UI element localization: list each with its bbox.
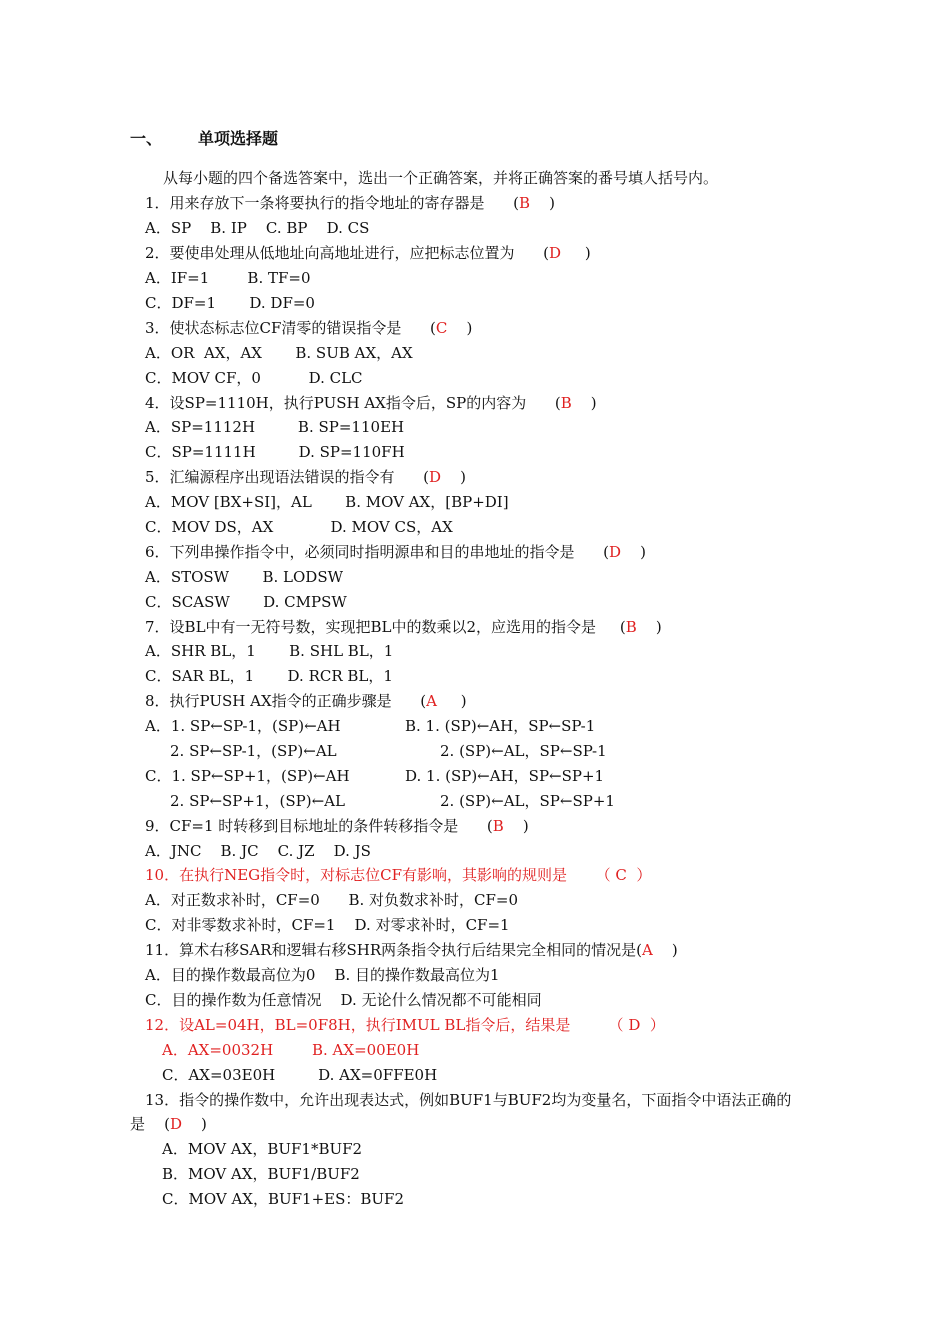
q8-option-b-step1: B. 1. (SP)←AH，SP←SP-1 <box>405 717 596 735</box>
question-stem: 10．在执行NEG指令时，对标志位CF有影响，其影响的规则是 <box>145 866 568 884</box>
q5-options-cd: C．MOV DS，AX D. MOV CS，AX <box>145 518 453 536</box>
q8-option-d-step1: D. 1. (SP)←AH，SP←SP+1 <box>405 767 605 785</box>
question-2: 2．要使串处理从低地址向高地址进行，应把标志位置为 (D ) <box>145 244 591 262</box>
answer: A <box>426 692 437 710</box>
q12-option-a: A．AX=0032H <box>162 1041 274 1059</box>
question-stem: 6．下列串操作指令中，必须同时指明源串和目的串地址的指令是 <box>145 543 575 561</box>
q13-option-c: C．MOV AX，BUF1+ES：BUF2 <box>162 1190 405 1208</box>
question-stem: 7．设BL中有一无符号数，实现把BL中的数乘以2，应选用的指令是 <box>145 618 597 636</box>
q8-option-a-step1: A．1. SP←SP-1，(SP)←AH <box>145 717 341 735</box>
question-stem: 3．使状态标志位CF清零的错误指令是 <box>145 319 402 337</box>
q8-option-a-step2: 2. SP←SP-1，(SP)←AL <box>170 742 337 760</box>
section-heading <box>130 126 278 149</box>
q4-options-ab: A．SP=1112H B. SP=110EH <box>145 418 405 436</box>
q7-options-ab: A．SHR BL，1 B. SHL BL，1 <box>145 642 394 660</box>
q8-option-d-step2: 2. (SP)←AL，SP←SP+1 <box>440 792 615 810</box>
q2-options-ab: A．IF=1 B. TF=0 <box>145 269 311 287</box>
answer: B <box>492 817 504 835</box>
question-stem: 4．设SP=1110H，执行PUSH AX指令后，SP的内容为 <box>145 394 527 412</box>
question-5: 5．汇编源程序出现语法错误的指令有 (D ) <box>145 468 466 486</box>
question-1: 1．用来存放下一条将要执行的指令地址的寄存器是 (B ) <box>145 194 555 212</box>
q6-options-ab: A．STOSW B. LODSW <box>145 568 344 586</box>
q4-options-cd: C．SP=1111H D. SP=110FH <box>145 443 405 461</box>
question-13: 13．指令的操作数中，允许出现表达式，例如BUF1与BUF2均为变量名，下面指令中语法正确的 <box>145 1091 792 1109</box>
q3-options-ab: A．OR AX，AX B. SUB AX，AX <box>145 344 413 362</box>
question-10 <box>145 865 651 885</box>
answer: B <box>519 194 531 212</box>
q12-options-cd: C．AX=03E0H D. AX=0FFE0H <box>162 1066 438 1084</box>
q1-options: A．SP B. IP C. BP D. CS <box>145 219 370 237</box>
q13-option-a: A．MOV AX，BUF1*BUF2 <box>162 1140 363 1158</box>
q3-options-cd: C．MOV CF，0 D. CLC <box>145 369 363 387</box>
question-7: 7．设BL中有一无符号数，实现把BL中的数乘以2，应选用的指令是 (B ) <box>145 618 662 636</box>
q13-option-b: B．MOV AX，BUF1/BUF2 <box>162 1165 360 1183</box>
answer: （ D ） <box>608 1016 665 1034</box>
question-13-continued: 是 (D ) <box>130 1115 207 1133</box>
answer: D <box>429 468 442 486</box>
q9-options: A．JNC B. JC C. JZ D. JS <box>145 842 371 860</box>
section-title: 单项选择题 <box>198 129 279 148</box>
q6-options-cd: C．SCASW D. CMPSW <box>145 593 347 611</box>
question-stem: 12．设AL=04H，BL=0F8H，执行IMUL BL指令后，结果是 <box>145 1016 571 1034</box>
question-6: 6．下列串操作指令中，必须同时指明源串和目的串地址的指令是 (D ) <box>145 543 646 561</box>
q7-options-cd: C．SAR BL，1 D. RCR BL，1 <box>145 667 393 685</box>
q8-option-c-step2: 2. SP←SP+1，(SP)←AL <box>170 792 345 810</box>
question-stem: 5．汇编源程序出现语法错误的指令有 <box>145 468 395 486</box>
question-stem: 11．算术右移SAR和逻辑右移SHR两条指令执行后结果完全相同的情况是( <box>145 941 642 959</box>
question-stem: 8．执行PUSH AX指令的正确步骤是 <box>145 692 392 710</box>
q10-options-ab: A．对正数求补时，CF=0 B. 对负数求补时，CF=0 <box>145 891 518 909</box>
q11-options-cd: C．目的操作数为任意情况 D. 无论什么情况都不可能相同 <box>145 991 542 1009</box>
question-stem: 9．CF=1 时转移到目标地址的条件转移指令是 <box>145 817 459 835</box>
question-9: 9．CF=1 时转移到目标地址的条件转移指令是 (B ) <box>145 817 529 835</box>
q8-option-c-step1: C．1. SP←SP+1，(SP)←AH <box>145 767 350 785</box>
q11-options-ab: A．目的操作数最高位为0 B. 目的操作数最高位为1 <box>145 966 500 984</box>
question-stem: 1．用来存放下一条将要执行的指令地址的寄存器是 <box>145 194 485 212</box>
section-number: 一、 <box>130 129 163 148</box>
answer: B <box>625 618 637 636</box>
question-4: 4．设SP=1110H，执行PUSH AX指令后，SP的内容为 (B ) <box>145 394 597 412</box>
question-stem-cont: 是 <box>130 1115 146 1133</box>
q10-options-cd: C．对非零数求补时，CF=1 D. 对零求补时，CF=1 <box>145 916 510 934</box>
answer: D <box>549 244 562 262</box>
q5-options-ab: A．MOV [BX+SI]，AL B. MOV AX，[BP+DI] <box>145 493 509 511</box>
q12-option-b: B. AX=00E0H <box>312 1041 420 1059</box>
question-stem: 2．要使串处理从低地址向高地址进行，应把标志位置为 <box>145 244 515 262</box>
answer: （ C ） <box>595 866 652 884</box>
question-3: 3．使状态标志位CF清零的错误指令是 (C ) <box>145 319 473 337</box>
answer: D <box>609 543 622 561</box>
answer: D <box>169 1115 182 1133</box>
q2-options-cd: C．DF=1 D. DF=0 <box>145 294 315 312</box>
question-8: 8．执行PUSH AX指令的正确步骤是 (A ) <box>145 692 467 710</box>
q8-option-b-step2: 2. (SP)←AL，SP←SP-1 <box>440 742 607 760</box>
instruction-text: 从每小题的四个备选答案中，选出一个正确答案，并将正确答案的番号填人括号内。 <box>163 169 719 187</box>
question-12 <box>145 1015 665 1035</box>
answer: B <box>560 394 572 412</box>
answer: C <box>435 319 448 337</box>
question-11: 11．算术右移SAR和逻辑右移SHR两条指令执行后结果完全相同的情况是(A ) <box>145 941 678 959</box>
answer: A <box>642 941 653 959</box>
